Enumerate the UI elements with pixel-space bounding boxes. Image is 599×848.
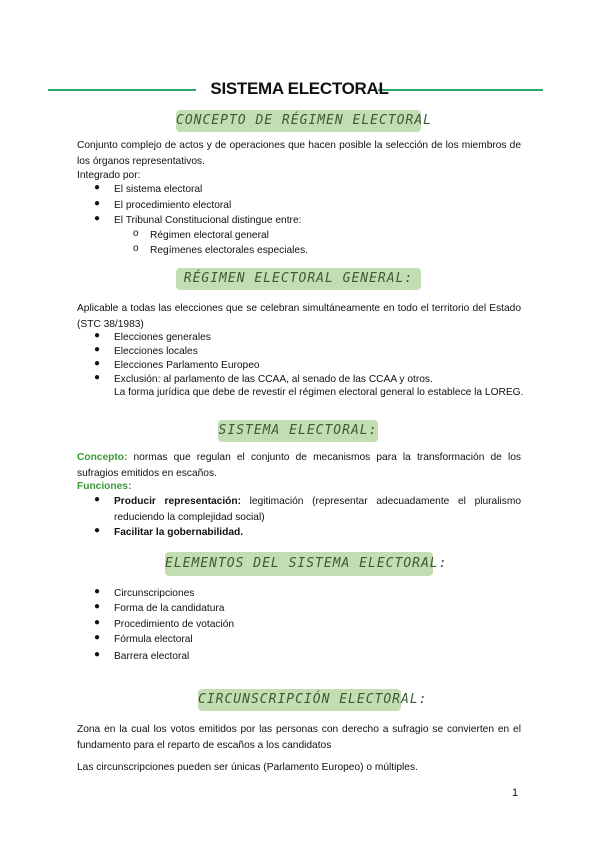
- function-1-text: legitimación (representar adecuadamente el pluralismo reduciendo la complejidad social): [114, 496, 521, 523]
- bullet: ●: [94, 494, 101, 505]
- heading-regimen: RÉGIMEN ELECTORAL GENERAL:: [176, 268, 421, 290]
- sub-list-item: Régimen electoral general: [150, 230, 269, 241]
- sub-list-item: Regímenes electorales especiales.: [150, 245, 308, 256]
- section1-integrado: Integrado por:: [77, 170, 141, 181]
- section2-paragraph: Aplicable a todas las elecciones que se celebran simultáneamente en todo el territorio del Estado (STC 38/1983): [77, 303, 521, 330]
- section5-paragraph: Zona en la cual los votos emitidos por las personas con derecho a sufragio se convierten en el fundamento para el reparto de escaños a los candidatos: [77, 724, 521, 751]
- bullet: ●: [94, 372, 101, 383]
- sub-bullet: o: [133, 243, 139, 254]
- bullet: ●: [94, 330, 101, 341]
- list-item: Elecciones locales: [114, 346, 198, 357]
- heading-circunscripcion: CIRCUNSCRIPCIÓN ELECTORAL:: [198, 689, 401, 711]
- function-item-2: Facilitar la gobernabilidad.: [114, 527, 244, 538]
- bullet: ●: [94, 358, 101, 369]
- section5-paragraph-2: Las circunscripciones pueden ser únicas (Parlamento Europeo) o múltiples.: [77, 762, 418, 773]
- concepto-label: Concepto:: [77, 452, 128, 463]
- heading-sistema: SISTEMA ELECTORAL:: [218, 420, 378, 442]
- list-item: Circunscripciones: [114, 588, 195, 599]
- bullet: ●: [94, 525, 101, 536]
- section3-concepto: [77, 450, 521, 481]
- heading-elementos: ELEMENTOS DEL SISTEMA ELECTORAL:: [165, 552, 433, 576]
- list-item: Procedimiento de votación: [114, 619, 235, 630]
- sub-bullet: o: [133, 228, 139, 239]
- list-item: Exclusión: al parlamento de las CCAA, al senado de las CCAA y otros.: [114, 374, 433, 385]
- bullet: ●: [94, 182, 101, 193]
- function-1-label: Producir representación:: [114, 496, 241, 507]
- list-item: El Tribunal Constitucional distingue entre:: [114, 215, 302, 226]
- bullet: ●: [94, 649, 101, 660]
- section1-paragraph: Conjunto complejo de actos y de operaciones que hacen posible la selección de los miembros de los órganos representativos.: [77, 140, 521, 167]
- list-item: El sistema electoral: [114, 184, 203, 195]
- page-title: SISTEMA ELECTORAL: [210, 79, 389, 98]
- list-item: Elecciones Parlamento Europeo: [114, 360, 260, 371]
- heading-concepto: CONCEPTO DE RÉGIMEN ELECTORAL: [176, 110, 421, 132]
- list-item: El procedimiento electoral: [114, 200, 232, 211]
- bullet: ●: [94, 617, 101, 628]
- funciones-label: Funciones:: [77, 481, 132, 492]
- bullet: ●: [94, 586, 101, 597]
- bullet: ●: [94, 344, 101, 355]
- bullet: ●: [94, 213, 101, 224]
- list-item-continuation: La forma jurídica que debe de revestir el régimen electoral general lo establece la LOREG.: [114, 387, 524, 398]
- list-item: Fórmula electoral: [114, 634, 193, 645]
- bullet: ●: [94, 601, 101, 612]
- bullet: ●: [94, 632, 101, 643]
- concepto-text: normas que regulan el conjunto de mecanismos para la transformación de los sufragios emitidos en escaños.: [77, 452, 521, 479]
- page-number: 1: [512, 787, 519, 799]
- list-item: Barrera electoral: [114, 651, 190, 662]
- bullet: ●: [94, 198, 101, 209]
- list-item: Elecciones generales: [114, 332, 211, 343]
- list-item: Forma de la candidatura: [114, 603, 225, 614]
- function-item-1: [114, 494, 521, 525]
